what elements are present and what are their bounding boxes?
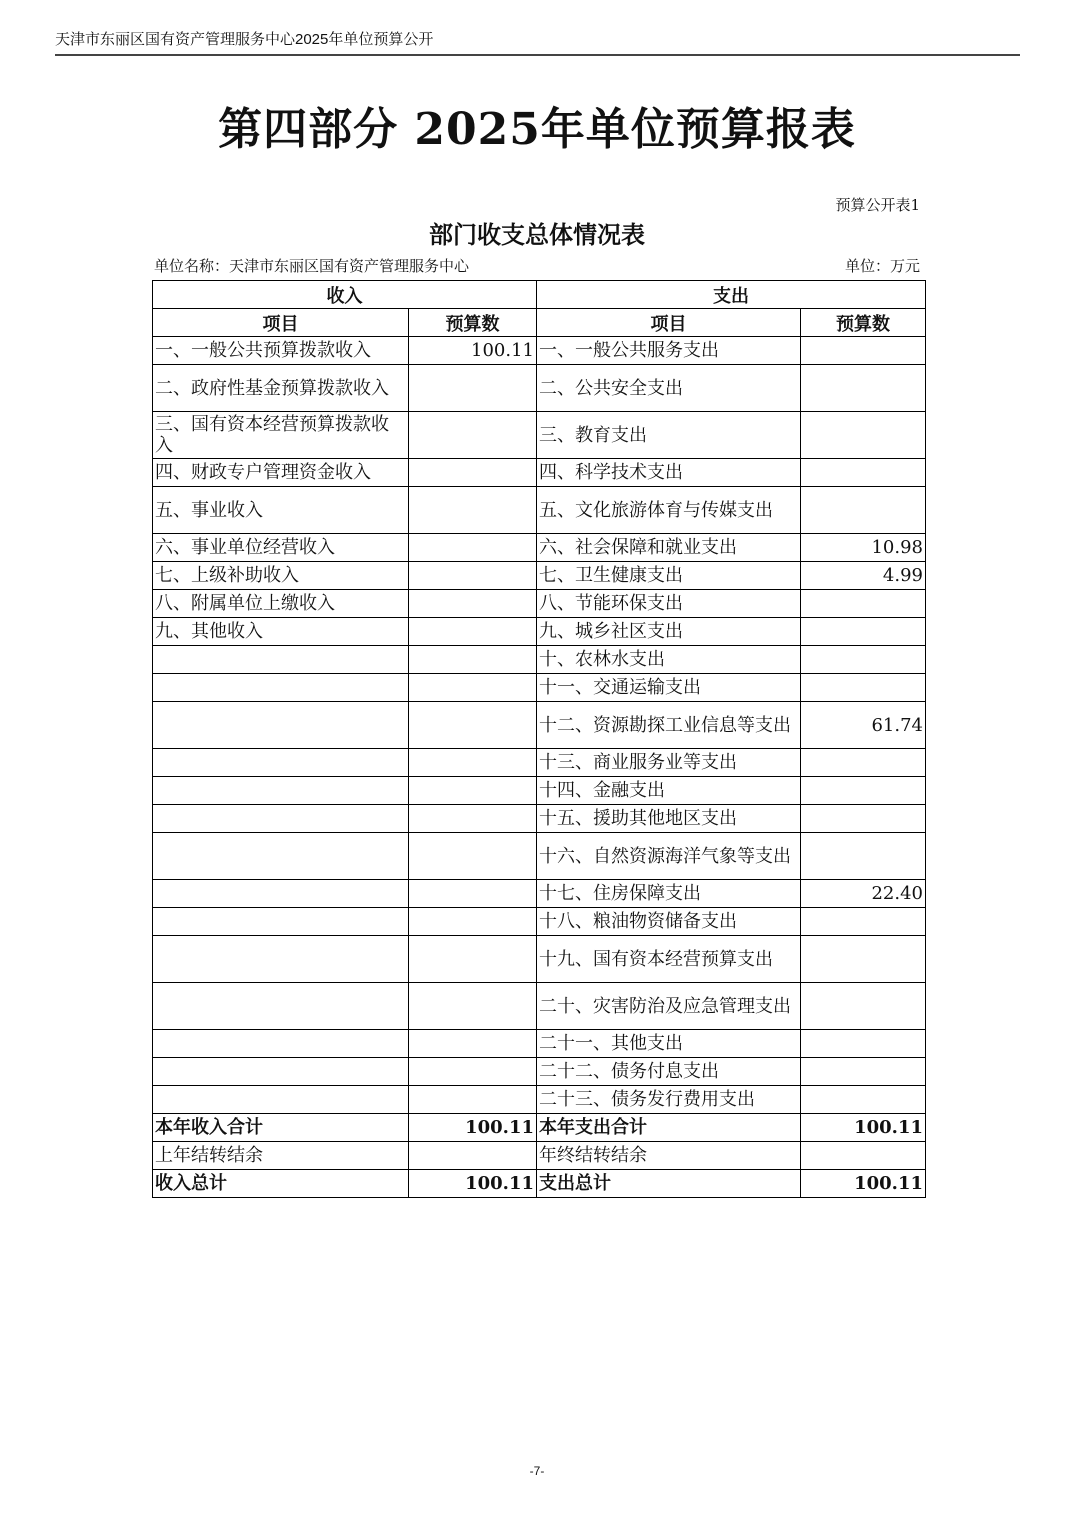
table-row	[153, 337, 926, 365]
income-item-cell	[153, 674, 409, 702]
expense-item-cell: 二十三、债务发行费用支出	[537, 1086, 801, 1114]
income-item-cell	[153, 833, 409, 880]
expense-item-cell: 十、农林水支出	[537, 646, 801, 674]
income-item-cell: 七、上级补助收入	[153, 562, 409, 590]
income-item-cell	[153, 777, 409, 805]
subtotal-row	[153, 1114, 926, 1142]
expense-amount-cell	[801, 365, 926, 412]
income-subtotal-label: 本年收入合计	[153, 1114, 409, 1142]
expense-amount-cell: 10.98	[801, 534, 926, 562]
expense-amount-cell	[801, 459, 926, 487]
income-item-cell	[153, 936, 409, 983]
table-row	[153, 777, 926, 805]
income-item-cell: 二、政府性基金预算拨款收入	[153, 365, 409, 412]
expense-item-cell: 十四、金融支出	[537, 777, 801, 805]
expense-carryover-label: 年终结转结余	[537, 1142, 801, 1170]
income-amount-cell	[409, 1058, 537, 1086]
expense-amount-cell	[801, 833, 926, 880]
income-subtotal-amount: 100.11	[409, 1114, 537, 1142]
income-amount-cell	[409, 1030, 537, 1058]
expense-amount-cell: 4.99	[801, 562, 926, 590]
income-carryover-amount	[409, 1142, 537, 1170]
part-title: 第四部分 2025年单位预算报表	[218, 104, 856, 155]
table-row	[153, 983, 926, 1030]
expense-amount-cell	[801, 337, 926, 365]
income-item-cell	[153, 749, 409, 777]
income-item-cell	[153, 1030, 409, 1058]
income-amount-cell	[409, 908, 537, 936]
table-row	[153, 1086, 926, 1114]
table-row	[153, 562, 926, 590]
table-row	[153, 908, 926, 936]
expense-amount-header: 预算数	[801, 309, 926, 337]
expense-total-label: 支出总计	[537, 1170, 801, 1198]
income-amount-cell	[409, 674, 537, 702]
income-item-cell	[153, 702, 409, 749]
expense-item-cell: 三、教育支出	[537, 412, 801, 459]
income-item-cell: 五、事业收入	[153, 487, 409, 534]
expense-item-cell: 七、卫生健康支出	[537, 562, 801, 590]
table-row	[153, 646, 926, 674]
income-amount-cell	[409, 702, 537, 749]
income-amount-cell	[409, 749, 537, 777]
expense-item-cell: 八、节能环保支出	[537, 590, 801, 618]
table-row	[153, 412, 926, 459]
income-amount-cell	[409, 936, 537, 983]
expense-amount-cell	[801, 777, 926, 805]
expense-amount-cell	[801, 674, 926, 702]
table-row	[153, 880, 926, 908]
expense-item-cell: 十二、资源勘探工业信息等支出	[537, 702, 801, 749]
income-amount-cell	[409, 365, 537, 412]
income-item-cell: 三、国有资本经营预算拨款收入	[153, 412, 409, 459]
expense-item-cell: 十六、自然资源海洋气象等支出	[537, 833, 801, 880]
table-row	[153, 618, 926, 646]
table-row	[153, 805, 926, 833]
expense-item-cell: 二十、灾害防治及应急管理支出	[537, 983, 801, 1030]
table-row	[153, 936, 926, 983]
income-carryover-label: 上年结转结余	[153, 1142, 409, 1170]
table-title: 部门收支总体情况表	[429, 221, 645, 249]
income-item-cell	[153, 983, 409, 1030]
income-item-cell: 六、事业单位经营收入	[153, 534, 409, 562]
page-number: -7-	[529, 1464, 545, 1478]
expense-subtotal-label: 本年支出合计	[537, 1114, 801, 1142]
table-row	[153, 590, 926, 618]
expense-item-cell: 五、文化旅游体育与传媒支出	[537, 487, 801, 534]
income-item-cell: 八、附属单位上缴收入	[153, 590, 409, 618]
expense-amount-cell: 22.40	[801, 880, 926, 908]
table-row	[153, 1058, 926, 1086]
expense-item-header: 项目	[537, 309, 801, 337]
expense-amount-cell	[801, 749, 926, 777]
table-number: 预算公开表1	[835, 196, 920, 214]
expense-amount-cell	[801, 590, 926, 618]
income-amount-cell	[409, 646, 537, 674]
expense-amount-cell	[801, 1058, 926, 1086]
expense-item-cell: 十九、国有资本经营预算支出	[537, 936, 801, 983]
table-row	[153, 459, 926, 487]
income-item-cell	[153, 805, 409, 833]
expense-carryover-amount	[801, 1142, 926, 1170]
expense-item-cell: 十七、住房保障支出	[537, 880, 801, 908]
income-item-header: 项目	[153, 309, 409, 337]
income-amount-cell: 100.11	[409, 337, 537, 365]
expense-item-cell: 六、社会保障和就业支出	[537, 534, 801, 562]
table-row	[153, 702, 926, 749]
expense-amount-cell	[801, 805, 926, 833]
expense-amount-cell	[801, 412, 926, 459]
header-text: 天津市东丽区国有资产管理服务中心2025年单位预算公开	[55, 31, 434, 48]
table-row	[153, 749, 926, 777]
income-item-cell: 九、其他收入	[153, 618, 409, 646]
budget-table	[152, 280, 926, 1198]
income-amount-cell	[409, 534, 537, 562]
income-item-cell: 一、一般公共预算拨款收入	[153, 337, 409, 365]
income-total-label: 收入总计	[153, 1170, 409, 1198]
income-amount-cell	[409, 833, 537, 880]
expense-amount-cell	[801, 646, 926, 674]
expense-amount-cell	[801, 908, 926, 936]
income-amount-cell	[409, 1086, 537, 1114]
expense-item-cell: 四、科学技术支出	[537, 459, 801, 487]
column-header-row	[153, 309, 926, 337]
income-amount-cell	[409, 487, 537, 534]
expense-item-cell: 十八、粮油物资储备支出	[537, 908, 801, 936]
expense-section-header: 支出	[537, 281, 926, 309]
income-item-cell	[153, 1086, 409, 1114]
expense-amount-cell	[801, 487, 926, 534]
income-amount-cell	[409, 412, 537, 459]
expense-item-cell: 二、公共安全支出	[537, 365, 801, 412]
table-row	[153, 365, 926, 412]
table-body	[153, 337, 926, 1114]
expense-amount-cell	[801, 618, 926, 646]
carryover-row	[153, 1142, 926, 1170]
income-item-cell	[153, 646, 409, 674]
table-row	[153, 833, 926, 880]
income-amount-cell	[409, 562, 537, 590]
table-row	[153, 534, 926, 562]
income-item-cell	[153, 880, 409, 908]
income-item-cell	[153, 1058, 409, 1086]
expense-item-cell: 二十二、债务付息支出	[537, 1058, 801, 1086]
expense-amount-cell	[801, 983, 926, 1030]
expense-item-cell: 九、城乡社区支出	[537, 618, 801, 646]
income-section-header: 收入	[153, 281, 537, 309]
unit-name: 单位名称：天津市东丽区国有资产管理服务中心	[154, 257, 470, 275]
income-amount-cell	[409, 590, 537, 618]
expense-item-cell: 二十一、其他支出	[537, 1030, 801, 1058]
income-amount-cell	[409, 805, 537, 833]
income-amount-cell	[409, 618, 537, 646]
expense-total-amount: 100.11	[801, 1170, 926, 1198]
grand-total-row	[153, 1170, 926, 1198]
expense-item-cell: 十一、交通运输支出	[537, 674, 801, 702]
income-amount-header: 预算数	[409, 309, 537, 337]
page-header	[55, 30, 1020, 56]
expense-amount-cell: 61.74	[801, 702, 926, 749]
income-item-cell	[153, 908, 409, 936]
expense-subtotal-amount: 100.11	[801, 1114, 926, 1142]
section-header-row	[153, 281, 926, 309]
income-amount-cell	[409, 880, 537, 908]
income-total-amount: 100.11	[409, 1170, 537, 1198]
income-amount-cell	[409, 777, 537, 805]
table-row	[153, 487, 926, 534]
expense-item-cell: 一、一般公共服务支出	[537, 337, 801, 365]
expense-item-cell: 十三、商业服务业等支出	[537, 749, 801, 777]
income-amount-cell	[409, 459, 537, 487]
expense-amount-cell	[801, 936, 926, 983]
table-row	[153, 674, 926, 702]
expense-item-cell: 十五、援助其他地区支出	[537, 805, 801, 833]
expense-amount-cell	[801, 1086, 926, 1114]
income-amount-cell	[409, 983, 537, 1030]
income-item-cell: 四、财政专户管理资金收入	[153, 459, 409, 487]
currency-unit: 单位：万元	[844, 257, 920, 275]
table-row	[153, 1030, 926, 1058]
expense-amount-cell	[801, 1030, 926, 1058]
